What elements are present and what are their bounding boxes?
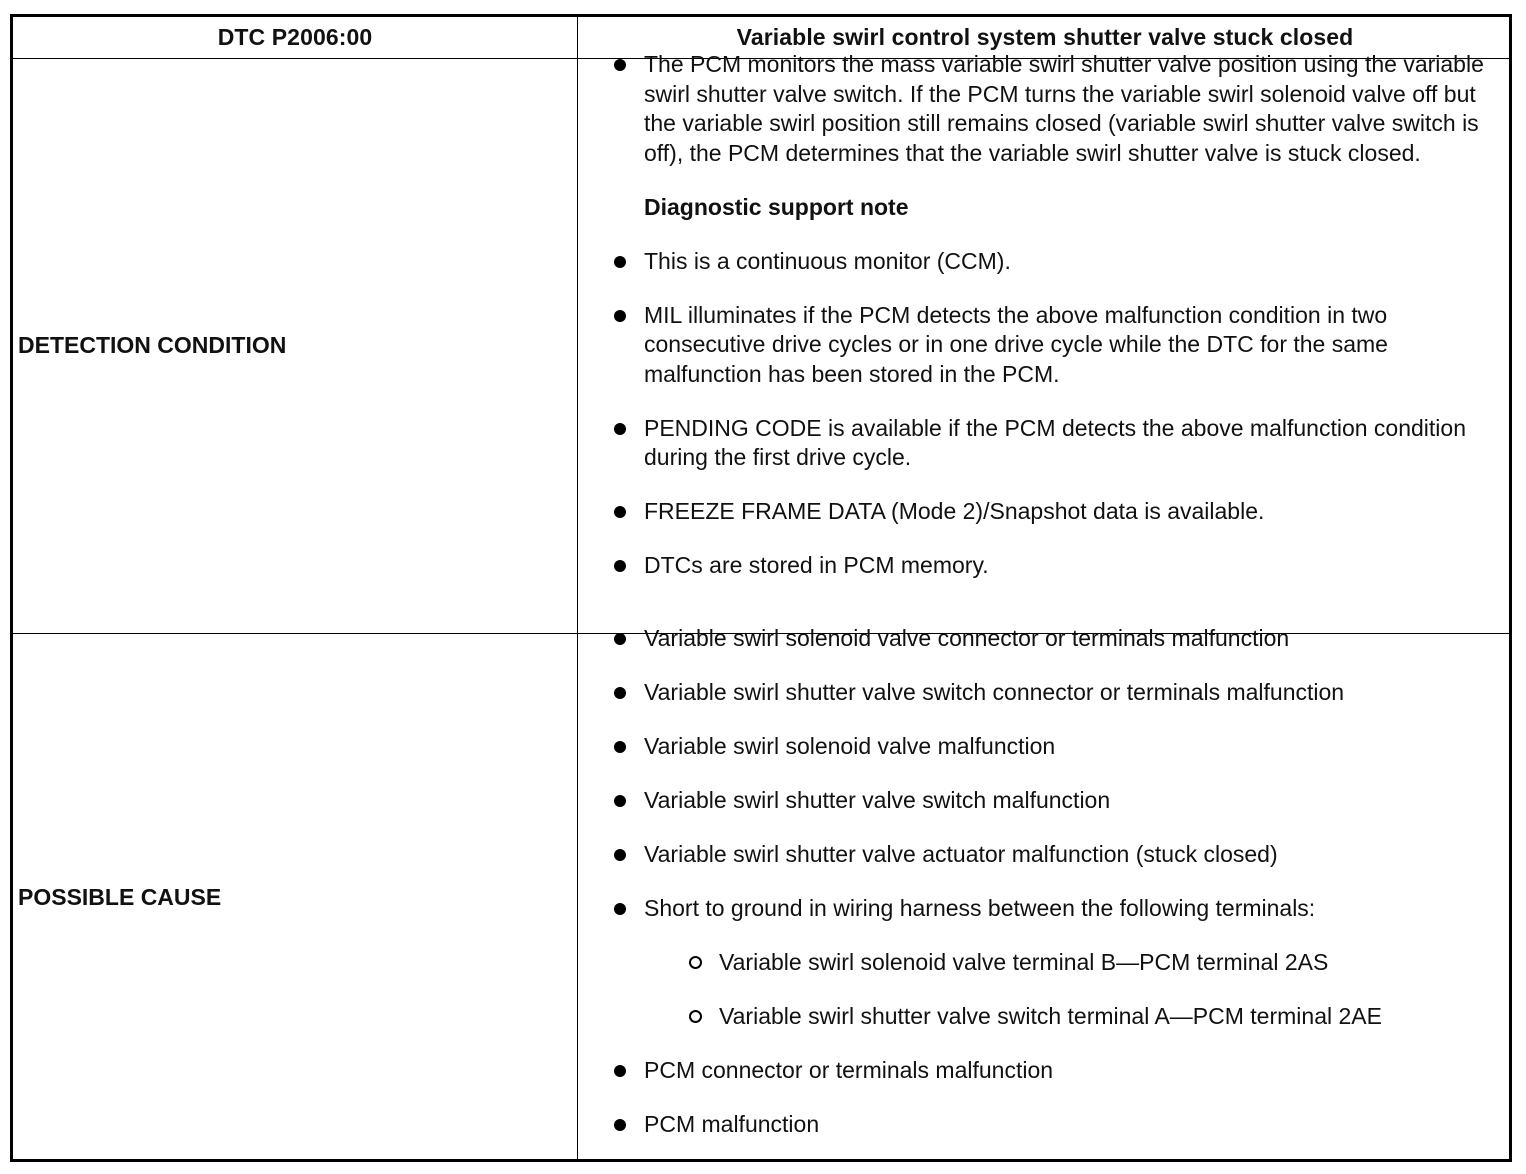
bullet-icon — [614, 849, 626, 861]
bullet-icon — [614, 423, 626, 435]
possible-cause-label: POSSIBLE CAUSE — [18, 884, 222, 910]
detection-condition-content — [605, 50, 1485, 581]
column-divider — [577, 17, 578, 1159]
note-text: MIL illuminates if the PCM detects the above malfunction condition in two consecutive drive cycles or in one drive cycle while the DTC for the same malfunction has been stored in the PCM. — [644, 301, 1388, 387]
cause-item — [605, 678, 1485, 708]
cause-sub-item — [605, 948, 1485, 978]
note-item — [605, 551, 1485, 581]
cause-sub-text: Variable swirl solenoid valve terminal B—PCM terminal 2AS — [719, 949, 1329, 975]
dtc-code-header: DTC P2006:00 — [217, 24, 373, 50]
cause-item — [605, 786, 1485, 816]
cause-text: Variable swirl solenoid valve malfunction — [644, 733, 1056, 759]
diagnostic-support-note-heading: Diagnostic support note — [644, 193, 909, 220]
note-item — [605, 414, 1485, 473]
bullet-icon — [614, 256, 626, 268]
cause-text: Variable swirl solenoid valve connector or terminals malfunction — [644, 625, 1290, 651]
cause-sub-text: Variable swirl shutter valve switch terminal A—PCM terminal 2AE — [719, 1003, 1382, 1029]
cause-sub-item — [605, 1002, 1485, 1032]
detection-intro-text: The PCM monitors the mass variable swirl shutter valve position using the variable swirl shutter valve switch. If the PCM turns the variable swirl solenoid valve off but the variable swirl position still remains closed (variable swirl shutter valve switch is off), the PCM determines that the variable swirl shutter valve is stuck closed. — [644, 51, 1484, 166]
cause-item — [605, 840, 1485, 870]
cause-text: PCM connector or terminals malfunction — [644, 1057, 1054, 1083]
cause-item — [605, 1056, 1485, 1086]
cause-text: Variable swirl shutter valve switch malfunction — [644, 787, 1111, 813]
note-text: PENDING CODE is available if the PCM detects the above malfunction condition during the first drive cycle. — [644, 414, 1466, 470]
note-item — [605, 497, 1485, 527]
bullet-icon — [614, 310, 626, 322]
cause-item — [605, 1110, 1485, 1140]
bullet-icon — [614, 560, 626, 572]
hollow-bullet-icon — [689, 956, 702, 969]
bullet-icon — [614, 633, 626, 645]
cause-item — [605, 894, 1485, 924]
bullet-icon — [614, 59, 626, 71]
bullet-icon — [614, 506, 626, 518]
bullet-icon — [614, 903, 626, 915]
cause-text: Variable swirl shutter valve actuator malfunction (stuck closed) — [644, 841, 1278, 867]
cause-item — [605, 732, 1485, 762]
hollow-bullet-icon — [689, 1010, 702, 1023]
note-text: FREEZE FRAME DATA (Mode 2)/Snapshot data is available. — [644, 498, 1265, 524]
dtc-title-header: Variable swirl control system shutter valve stuck closed — [736, 24, 1354, 50]
bullet-icon — [614, 1119, 626, 1131]
detection-condition-label: DETECTION CONDITION — [18, 332, 287, 358]
possible-cause-content — [605, 624, 1485, 1140]
cause-text: Short to ground in wiring harness between the following terminals: — [644, 895, 1316, 921]
note-text: This is a continuous monitor (CCM). — [644, 247, 1011, 274]
bullet-icon — [614, 1065, 626, 1077]
cause-item — [605, 624, 1485, 654]
cause-text: Variable swirl shutter valve switch connector or terminals malfunction — [644, 679, 1345, 705]
note-item — [605, 247, 1485, 277]
bullet-icon — [614, 687, 626, 699]
note-item — [605, 301, 1485, 390]
cause-text: PCM malfunction — [644, 1111, 820, 1137]
note-text: DTCs are stored in PCM memory. — [644, 552, 989, 578]
detection-intro-item — [605, 50, 1485, 168]
bullet-icon — [614, 741, 626, 753]
bullet-icon — [614, 795, 626, 807]
